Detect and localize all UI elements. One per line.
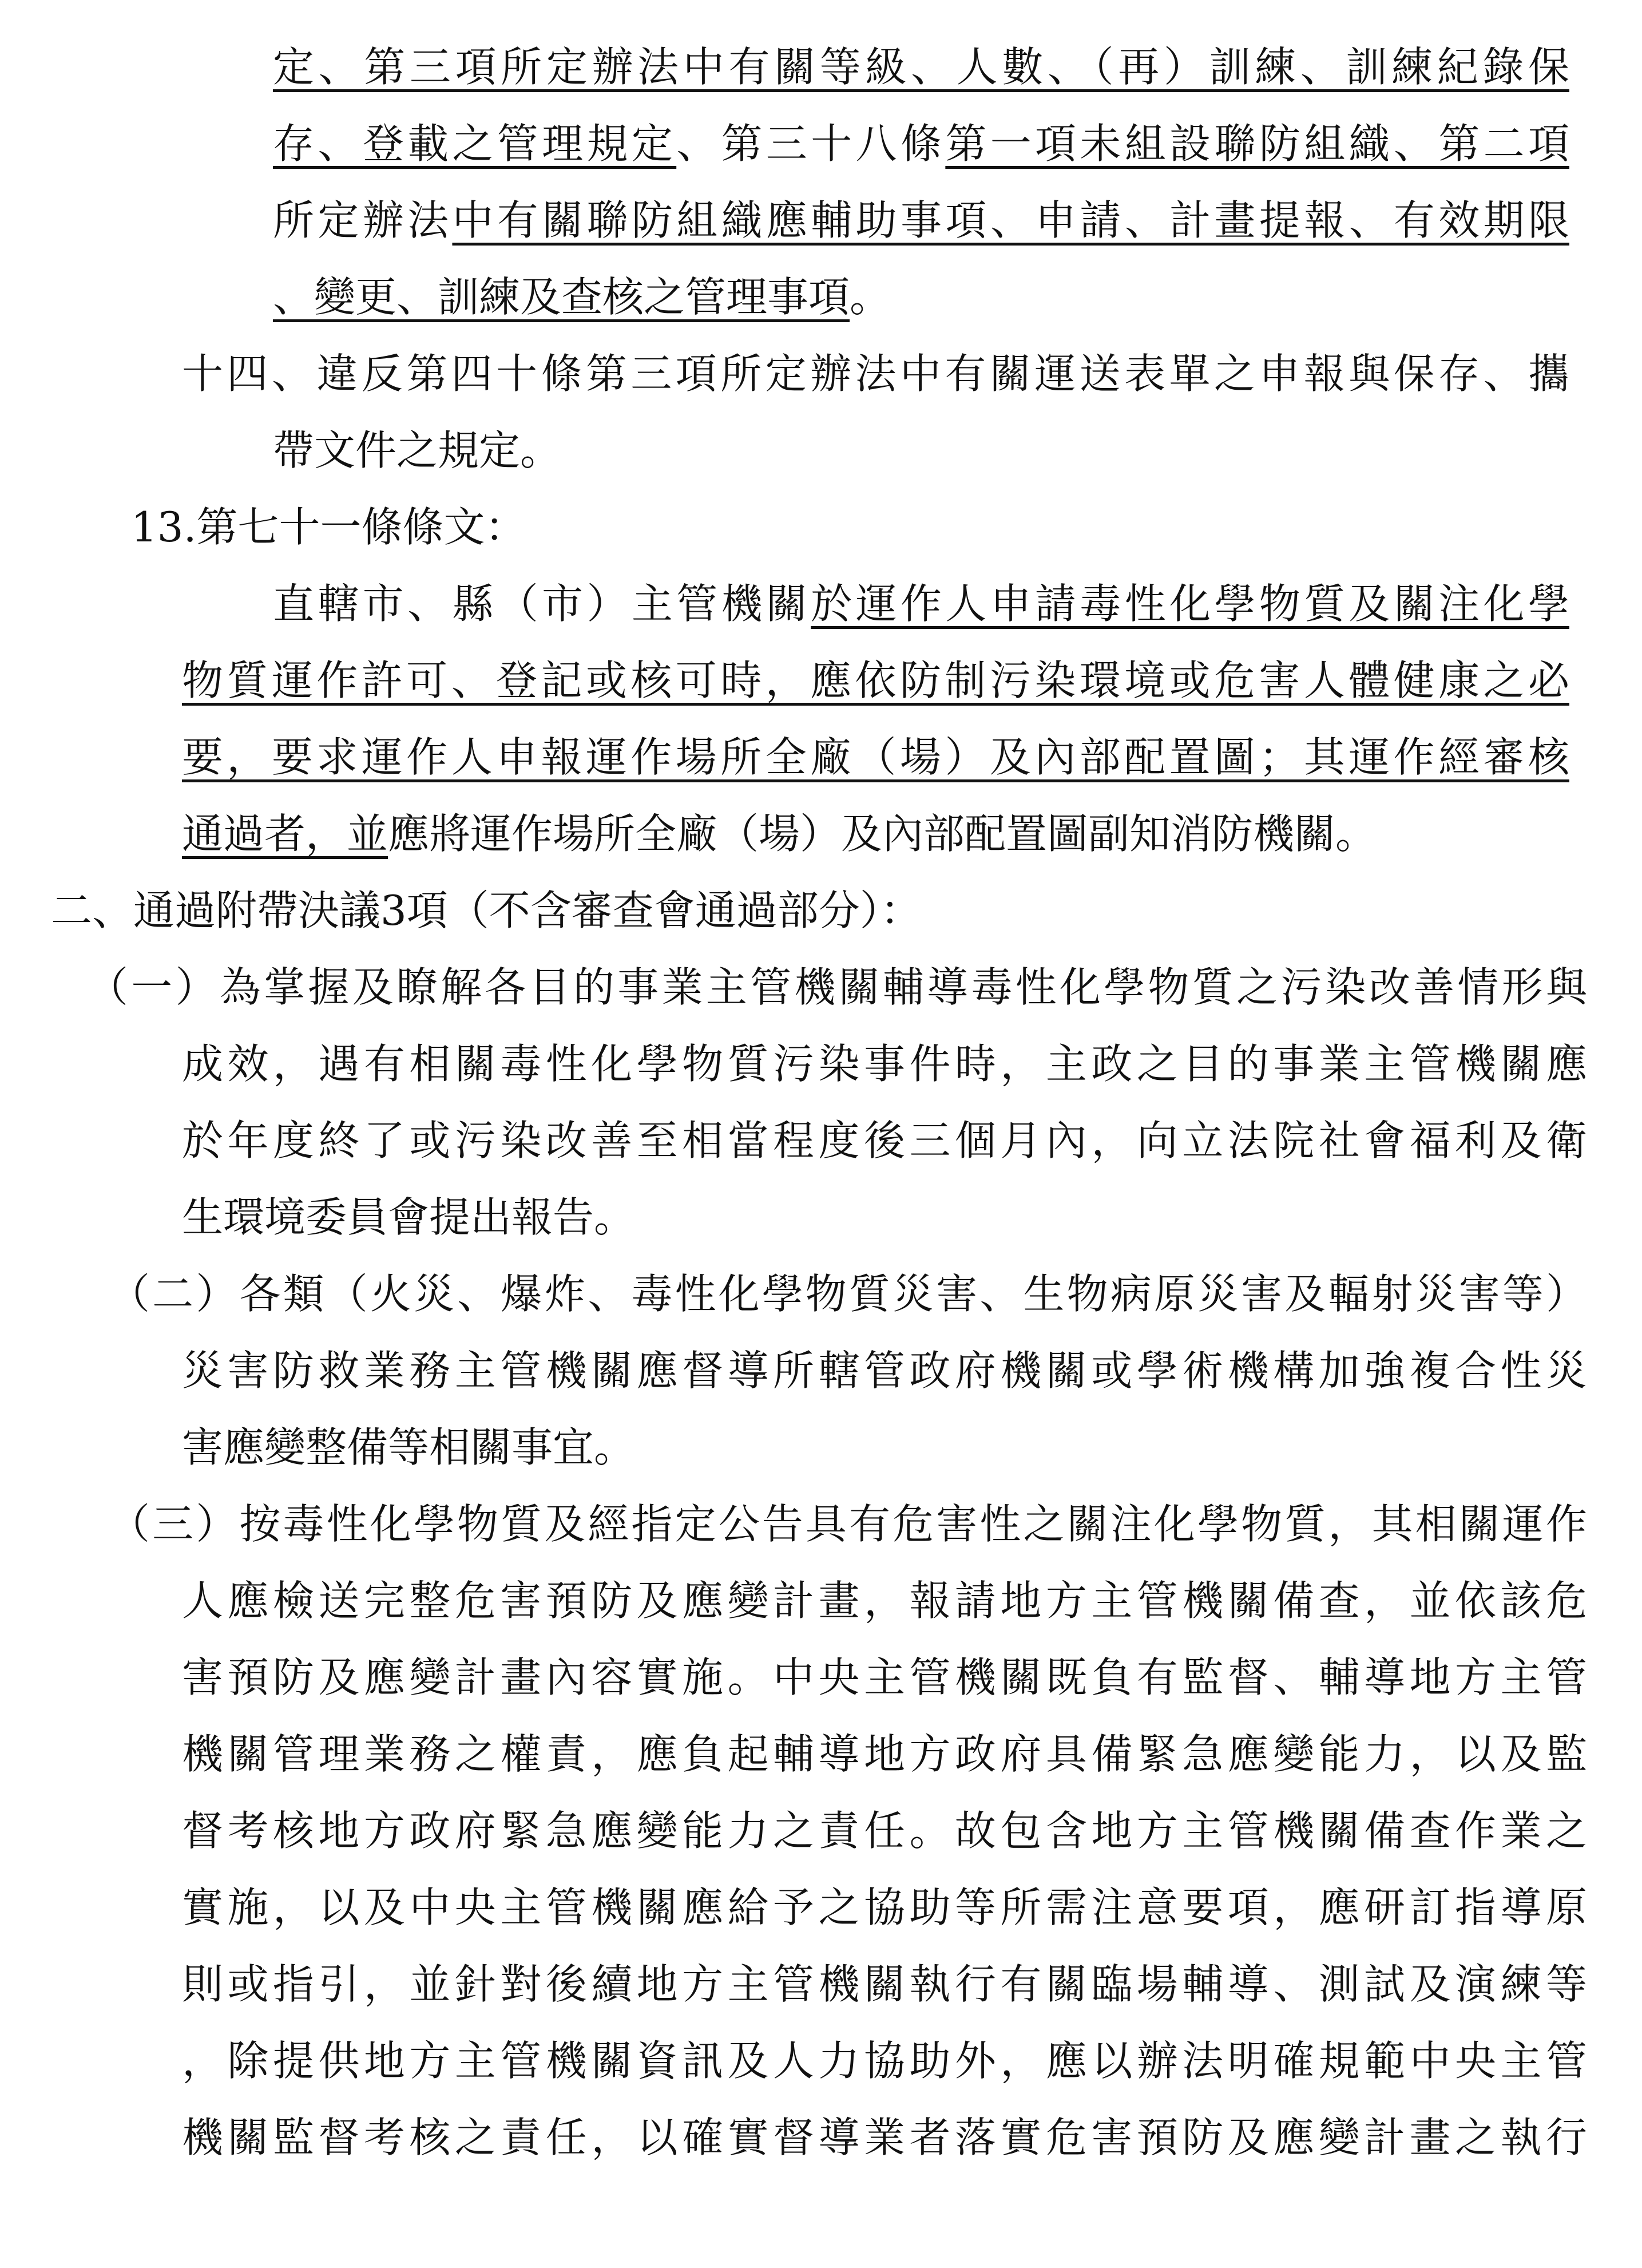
- underlined-text: 要，要求運作人申報運作場所全廠（場）及內部配置圖；其運作經審核: [182, 733, 1569, 781]
- text-line: [182, 649, 1569, 712]
- text-segment: 災害防救業務主管機關應督導所轄管政府機關或學術機構加強複合性災: [182, 1347, 1587, 1395]
- text-line: [273, 266, 891, 328]
- text-segment: 人應檢送完整危害預防及應變計畫，報請地方主管機關備查，並依該危: [182, 1577, 1587, 1625]
- text-segment: 督考核地方政府緊急應變能力之責任。故包含地方主管機關備查作業之: [182, 1807, 1587, 1855]
- text-line: [273, 189, 1569, 252]
- text-line: [182, 1339, 1587, 1402]
- text-line: [273, 419, 561, 482]
- text-line: [182, 802, 1377, 865]
- text-segment: （二）各類（火災、爆炸、毒性化學物質災害、生物病原災害及輻射災害等）: [109, 1270, 1587, 1318]
- text-segment: 於年度終了或污染改善至相當程度後三個月內，向立法院社會福利及衛: [182, 1117, 1587, 1165]
- text-line: [182, 1799, 1587, 1862]
- text-segment: 則或指引，並針對後續地方主管機關執行有關臨場輔導、測試及演練等: [182, 1960, 1587, 2008]
- text-line: [51, 879, 922, 942]
- text-line: [273, 112, 1569, 175]
- text-segment: 。: [850, 273, 891, 321]
- text-line: [182, 1646, 1587, 1709]
- text-line: [182, 726, 1569, 789]
- text-segment: 成效，遇有相關毒性化學物質污染事件時，主政之目的事業主管機關應: [182, 1040, 1587, 1088]
- text-line: [182, 2029, 1587, 2092]
- underlined-text: 通過者，並: [182, 810, 388, 858]
- text-line: [182, 1416, 635, 1479]
- text-segment: 害預防及應變計畫內容實施。中央主管機關既負有監督、輔導地方主管: [182, 1653, 1587, 1701]
- text-line: [182, 1109, 1587, 1172]
- text-segment: 機關管理業務之權責，應負起輔導地方政府具備緊急應變能力，以及監: [182, 1730, 1587, 1778]
- text-line: [182, 1723, 1587, 1786]
- text-line: [273, 35, 1569, 98]
- text-line: [87, 956, 1587, 1019]
- text-segment: （三）按毒性化學物質及經指定公告具有危害性之關注化學物質，其相關運作: [109, 1500, 1587, 1548]
- text-segment: 所定辦法: [273, 196, 453, 244]
- text-segment: 十四、違反第四十條第三項所定辦法中有關運送表單之申報與保存、攜: [182, 350, 1569, 398]
- underlined-text: 於運作人申請毒性化學物質及關注化學: [811, 580, 1569, 628]
- text-segment: 生環境委員會提出報告。: [182, 1193, 636, 1241]
- text-line: [182, 1186, 635, 1249]
- text-segment: 害應變整備等相關事宜。: [182, 1423, 636, 1471]
- text-line: [182, 1569, 1587, 1632]
- text-line: [109, 1262, 1587, 1325]
- text-line: [182, 342, 1569, 405]
- text-line: [182, 1876, 1587, 1939]
- text-line: [182, 1953, 1587, 2016]
- text-segment: 帶文件之規定。: [273, 426, 562, 474]
- underlined-text: 、變更、訓練及查核之管理事項: [273, 273, 850, 321]
- text-segment: （一）為掌握及瞭解各目的事業主管機關輔導毒性化學物質之污染改善情形與: [87, 963, 1587, 1011]
- text-line: [182, 1032, 1587, 1095]
- text-line: [182, 2106, 1587, 2169]
- text-line: [273, 572, 1569, 635]
- text-segment: 直轄市、縣（市）主管機關: [273, 580, 811, 628]
- text-segment: 實施，以及中央主管機關應給予之協助等所需注意要項，應研訂指導原: [182, 1883, 1587, 1931]
- text-segment: ，除提供地方主管機關資訊及人力協助外，應以辦法明確規範中央主管: [182, 2037, 1587, 2085]
- text-segment: 機關監督考核之責任，以確實督導業者落實危害預防及應變計畫之執行: [182, 2113, 1587, 2162]
- text-segment: 應將運作場所全廠（場）及內部配置圖副知消防機關。: [388, 810, 1377, 858]
- text-segment: 13.第七十一條條文：: [131, 503, 526, 551]
- text-line: [131, 496, 526, 559]
- underlined-text: 定、第三項所定辦法中有關等級、人數、（再）訓練、訓練紀錄保: [273, 43, 1569, 91]
- underlined-text: 中有關聯防組織應輔助事項、申請、計畫提報、有效期限: [452, 196, 1569, 244]
- text-segment: 、第三十八條: [676, 120, 946, 168]
- text-segment: 二、通過附帶決議3項（不含審查會通過部分）：: [51, 886, 922, 935]
- underlined-text: 第一項未組設聯防組織、第二項: [945, 120, 1569, 168]
- underlined-text: 存、登載之管理規定: [273, 120, 677, 168]
- text-line: [109, 1493, 1587, 1555]
- underlined-text: 物質運作許可、登記或核可時，應依防制污染環境或危害人體健康之必: [182, 656, 1569, 704]
